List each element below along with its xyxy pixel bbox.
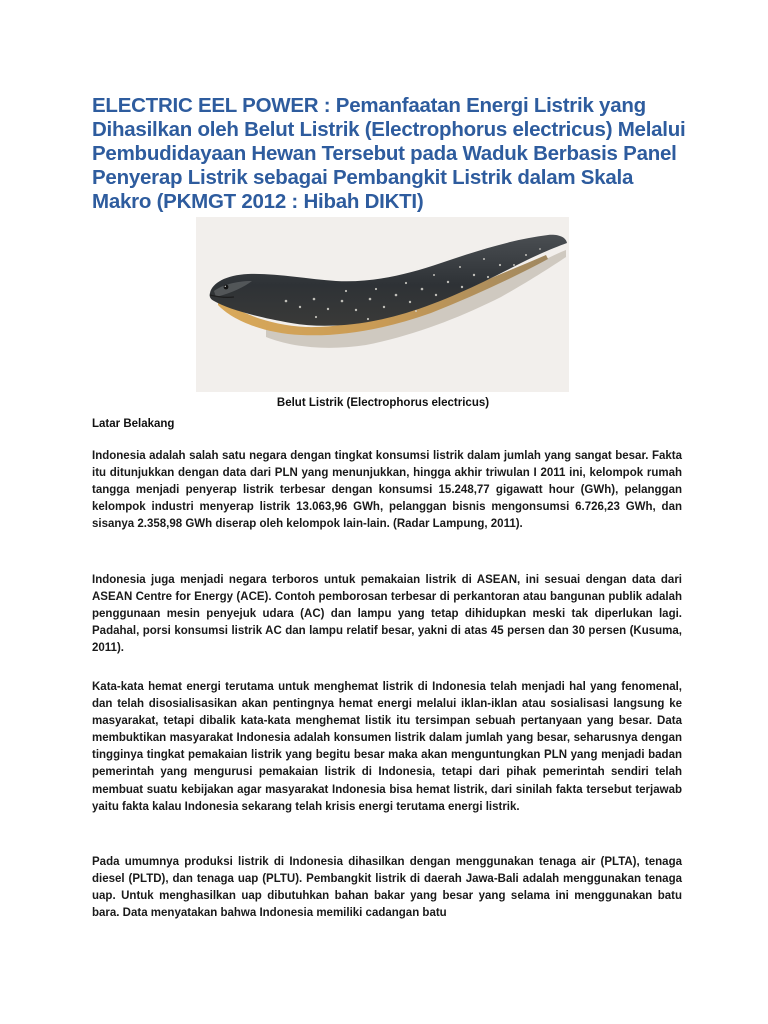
document-title: ELECTRIC EEL POWER : Pemanfaatan Energi Listrik yang Dihasilkan oleh Belut Listrik (Electrophorus electricus) Melalui Pembudidayaan Hewan Tersebut pada Waduk Berbasis Panel Penyerap Listrik sebagai Pembangkit Listrik dalam Skala Makro (PKMGT 2012 : Hibah DIKTI) xyxy=(92,94,686,213)
body-paragraph: Pada umumnya produksi listrik di Indonesia dihasilkan dengan menggunakan tenaga air (PLTA), tenaga diesel (PLTD), dan tenaga uap (PLTU). Pembangkit listrik di daerah Jawa-Bali adalah menggunakan tenaga uap. Untuk menghasilkan uap dibutuhkan bahan bakar yang besar yang selama ini menggunakan batu bara. Data menyatakan bahwa Indonesia memiliki cadangan batu xyxy=(92,856,682,920)
electric-eel-image xyxy=(196,217,569,392)
body-paragraph: Indonesia juga menjadi negara terboros untuk pemakaian listrik di ASEAN, ini sesuai dengan data dari ASEAN Centre for Energy (ACE). Contoh pemborosan terbesar di perkantoran atau bangunan publik adalah penggunaan mesin penyejuk udara (AC) dan lampu yang tetap dihidupkan meski tak diperlukan lagi. Padahal, porsi konsumsi listrik AC dan lampu relatif besar, yakni di atas 45 persen dan 30 persen (Kusuma, 2011). xyxy=(92,574,682,655)
electric-eel-illustration xyxy=(196,217,569,392)
body-paragraph: Kata-kata hemat energi terutama untuk menghemat listrik di Indonesia telah menjadi hal yang fenomenal, dan telah disosialisasikan akan pentingnya hemat energi melalui iklan-iklan atau sosialisasi langsung ke masyarakat, tetapi dibalik kata-kata menghemat listik itu tersimpan sebuah pertanyaan yang besar. Data membuktikan masyarakat Indonesia adalah konsumen listrik dalam jumlah yang besar, seharusnya dengan tingginya tingkat pemakaian listrik yang begitu besar maka akan menguntungkan PLN yang menjadi badan pemerintah yang mengurusi pemakaian listrik di Indonesia, tetapi dari pihak pemerintah sendiri telah membuat suatu kebijakan agar masyarakat Indonesia bisa hemat listrik, dari sinilah fakta tersebut terjawab yaitu fakta kalau Indonesia sekarang telah krisis energi terutama energi listrik. xyxy=(92,681,682,813)
figure-caption: Belut Listrik (Electrophorus electricus) xyxy=(276,397,490,409)
section-heading: Latar Belakang xyxy=(92,418,175,430)
body-paragraph: Indonesia adalah salah satu negara dengan tingkat konsumsi listrik dalam jumlah yang sangat besar. Fakta itu ditunjukkan dengan data dari PLN yang menunjukkan, hingga akhir triwulan I 2011 ini, kelompok rumah tangga menjadi penyerap listrik terbesar dengan konsumsi 15.248,77 gigawatt hour (GWh), pelanggan kelompok industri menyerap listrik 13.063,96 GWh, pelanggan bisnis mengonsumsi 6.726,23 GWh, dan sisanya 2.358,98 GWh diserap oleh kelompok lain-lain. (Radar Lampung, 2011). xyxy=(92,450,682,531)
